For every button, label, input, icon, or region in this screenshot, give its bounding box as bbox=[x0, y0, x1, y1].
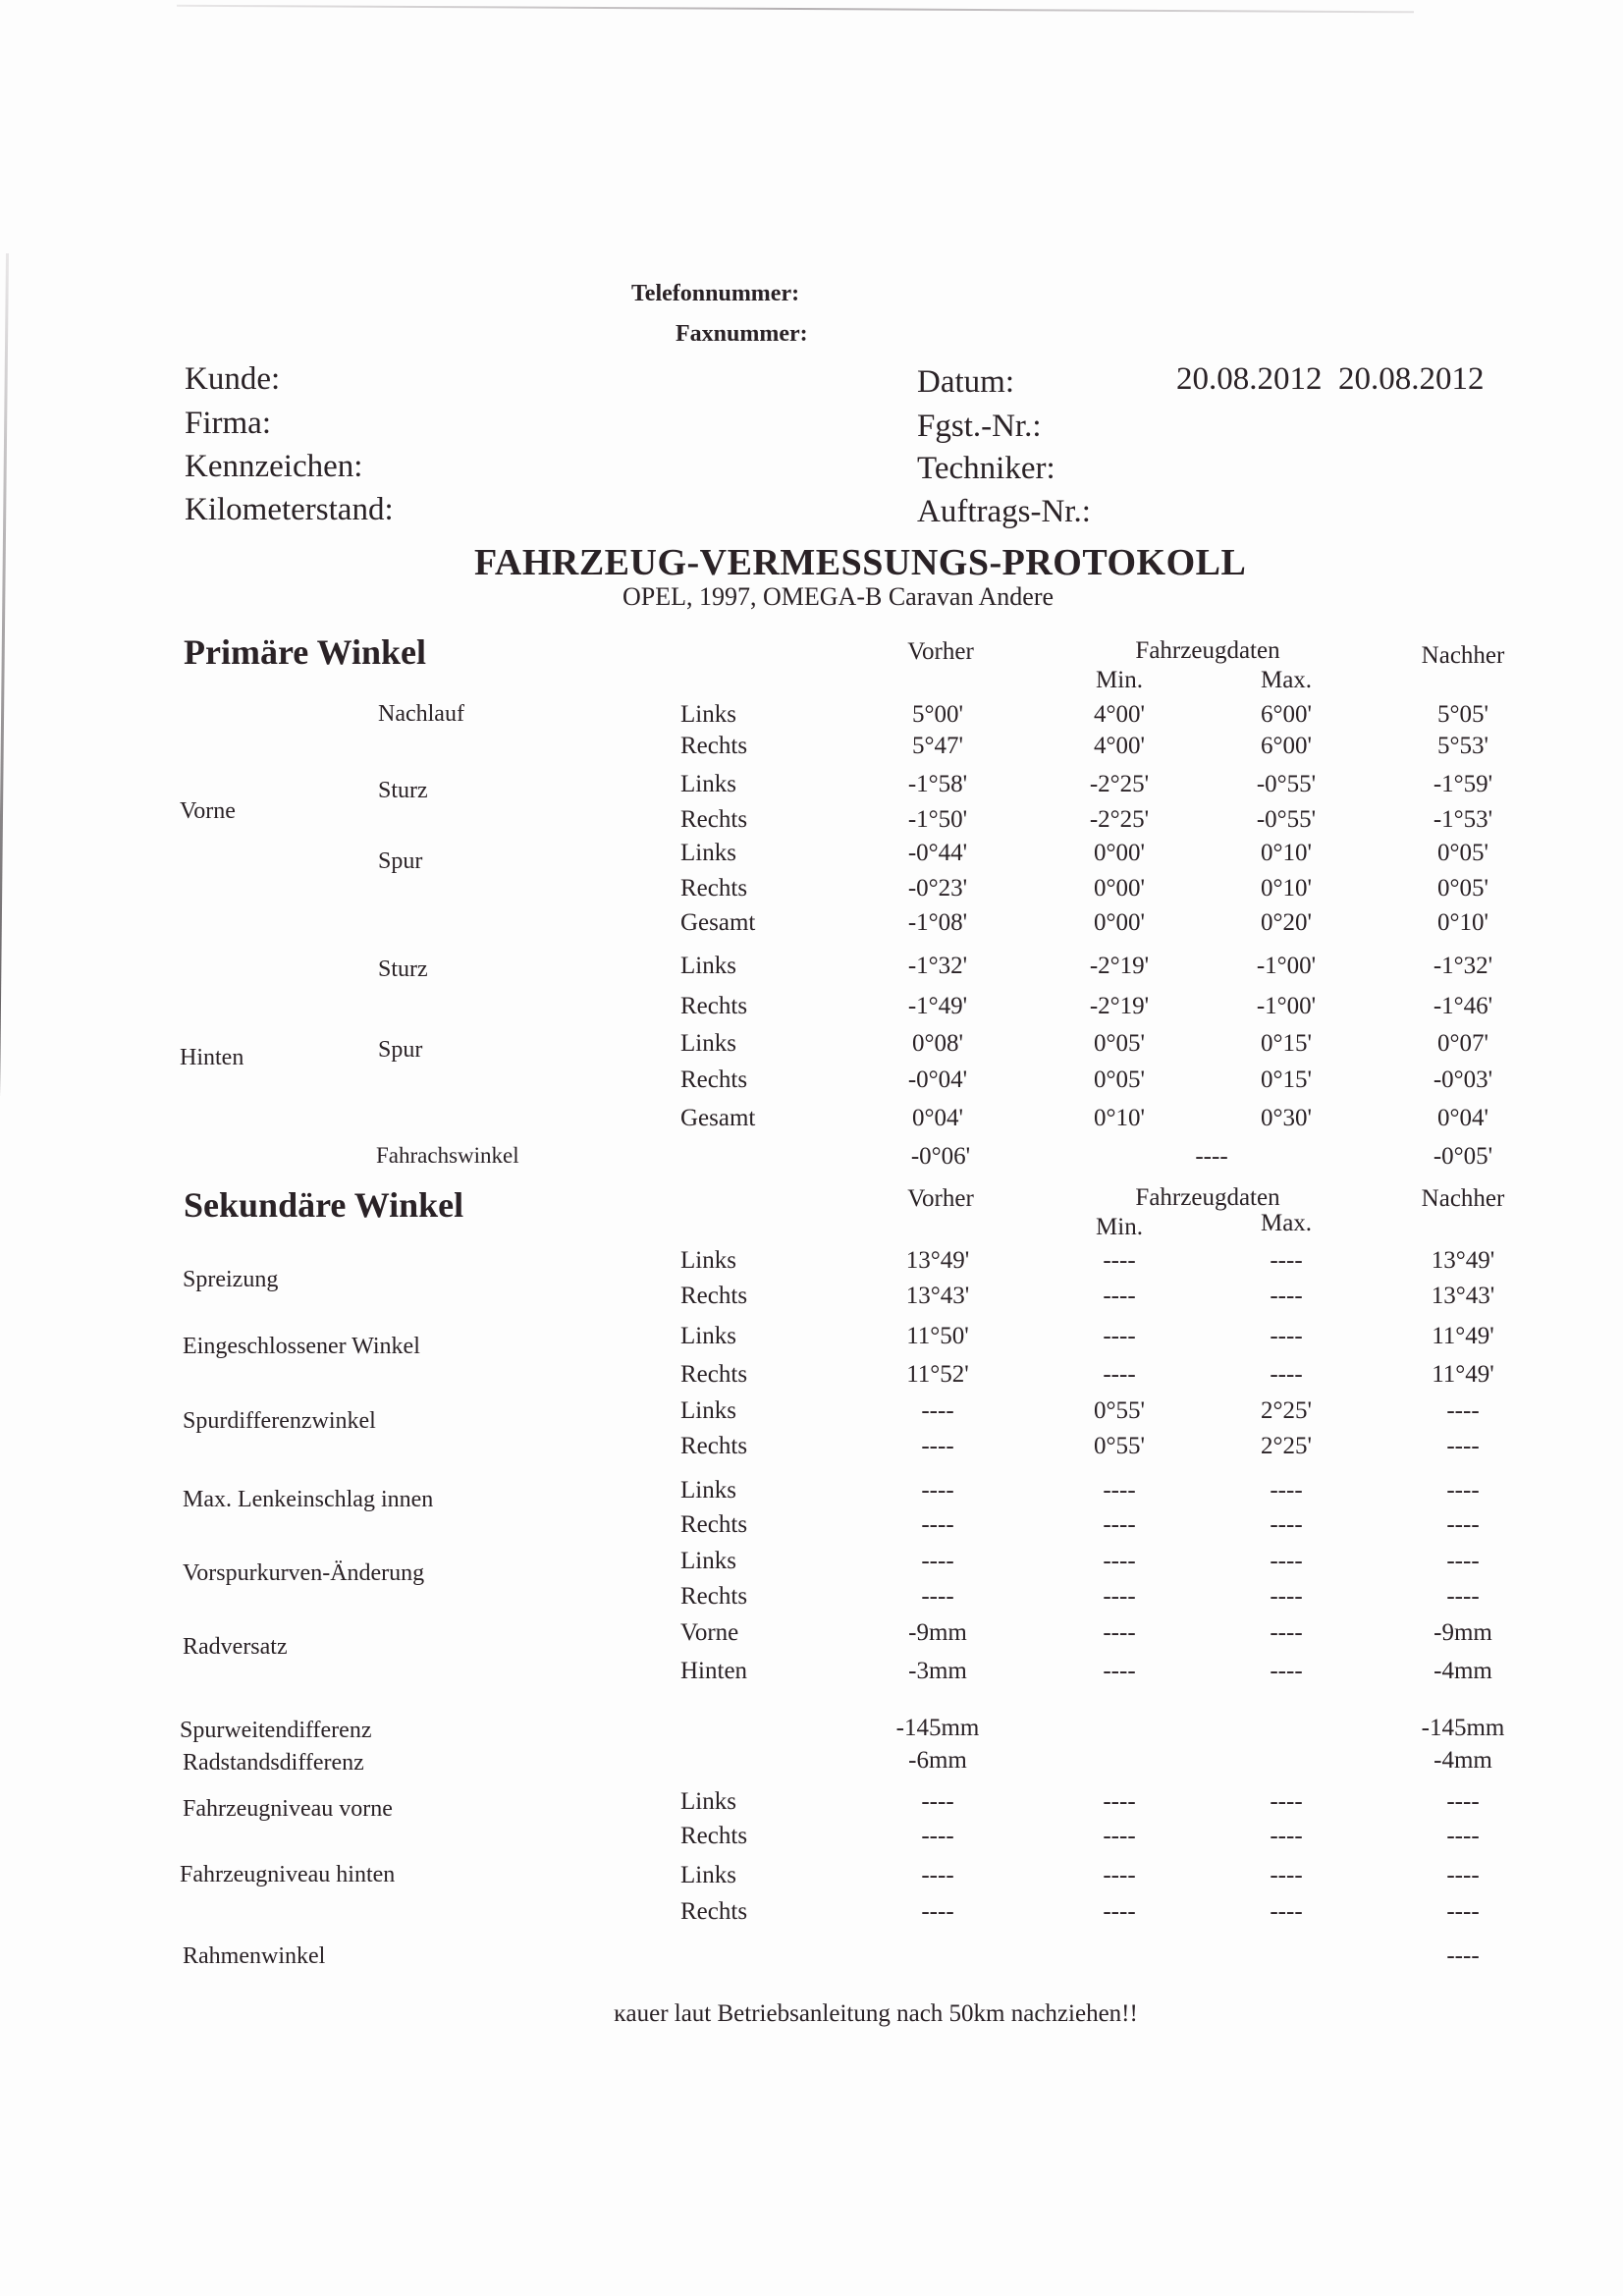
cell-min: ---- bbox=[1103, 1247, 1136, 1274]
cell-nachher: 11°49' bbox=[1432, 1361, 1494, 1388]
cell-min: ---- bbox=[1103, 1361, 1136, 1388]
cell-vorher: 13°49' bbox=[905, 1247, 970, 1274]
auftrag-label: Auftrags-Nr.: bbox=[917, 494, 1091, 529]
cell-nachher: -1°32' bbox=[1433, 953, 1493, 979]
param-spurweitendifferenz: Spurweitendifferenz bbox=[180, 1718, 372, 1743]
row-side: Rechts bbox=[680, 1823, 748, 1849]
col-vorher: Vorher bbox=[907, 638, 974, 665]
cell-min: ---- bbox=[1103, 1619, 1136, 1646]
kilometerstand-label: Kilometerstand: bbox=[185, 492, 394, 527]
datum-value: 20.08.2012 20.08.2012 bbox=[1176, 361, 1485, 397]
cell-max: 6°00' bbox=[1260, 701, 1313, 728]
cell-max: 2°25' bbox=[1260, 1397, 1313, 1424]
cell-max: 0°15' bbox=[1260, 1030, 1313, 1057]
cell-vorher: -0°23' bbox=[907, 875, 968, 902]
cell-max: ---- bbox=[1270, 1619, 1303, 1646]
col-min: Min. bbox=[1096, 667, 1143, 693]
row-side: Links bbox=[680, 771, 736, 797]
cell-vorher: 0°04' bbox=[911, 1105, 964, 1131]
cell-min: ---- bbox=[1103, 1898, 1136, 1925]
cell-vorher: ---- bbox=[921, 1823, 954, 1849]
cell-vorher: 11°52' bbox=[906, 1361, 969, 1388]
row-side: Rechts bbox=[680, 1066, 748, 1093]
cell-vorher: 0°08' bbox=[911, 1030, 964, 1057]
cell-vorher: ---- bbox=[921, 1477, 954, 1503]
cell-vorher: -1°32' bbox=[907, 953, 968, 979]
cell-min: ---- bbox=[1103, 1788, 1136, 1815]
cell-vorher: -0°44' bbox=[907, 840, 968, 866]
cell-nachher: ---- bbox=[1446, 1898, 1480, 1925]
fax-label: Faxnummer: bbox=[676, 321, 808, 347]
cell-max: 6°00' bbox=[1260, 733, 1313, 759]
group-vorne: Vorne bbox=[180, 798, 236, 824]
row-side: Rechts bbox=[680, 1283, 748, 1309]
cell-vorher: ---- bbox=[921, 1862, 954, 1888]
cell-nachher: -9mm bbox=[1434, 1619, 1492, 1646]
cell-max: 2°25' bbox=[1260, 1433, 1313, 1459]
param-radversatz: Radversatz bbox=[183, 1634, 288, 1660]
cell-vorher: -0°04' bbox=[907, 1066, 968, 1093]
row-side: Rechts bbox=[680, 1511, 748, 1538]
row-side: Gesamt bbox=[680, 909, 756, 936]
cell-max: 0°15' bbox=[1260, 1066, 1313, 1093]
cell-min: ---- bbox=[1103, 1477, 1136, 1503]
cell-max: ---- bbox=[1270, 1548, 1303, 1574]
cell-min: ---- bbox=[1103, 1658, 1136, 1684]
cell-max: 0°10' bbox=[1260, 840, 1313, 866]
cell-vorher: ---- bbox=[921, 1433, 954, 1459]
cell-min: -2°25' bbox=[1089, 806, 1150, 833]
cell-max: -0°55' bbox=[1256, 771, 1317, 797]
cell-min: 0°00' bbox=[1093, 840, 1146, 866]
col-min-2: Min. bbox=[1096, 1214, 1143, 1240]
spurweitendifferenz-nachher: -145mm bbox=[1421, 1715, 1505, 1741]
row-side: Vorne bbox=[680, 1619, 739, 1646]
cell-min: ---- bbox=[1103, 1283, 1136, 1309]
row-side: Links bbox=[680, 953, 736, 979]
cell-min: 0°00' bbox=[1093, 909, 1146, 936]
cell-vorher: -1°49' bbox=[907, 993, 968, 1019]
radstandsdifferenz-vorher: -6mm bbox=[908, 1747, 967, 1774]
cell-max: ---- bbox=[1270, 1658, 1303, 1684]
row-side: Rechts bbox=[680, 875, 748, 902]
cell-vorher: 5°00' bbox=[911, 701, 964, 728]
cell-min: 4°00' bbox=[1093, 733, 1146, 759]
cell-nachher: 0°05' bbox=[1436, 840, 1489, 866]
cell-vorher: ---- bbox=[921, 1898, 954, 1925]
row-side: Links bbox=[680, 1397, 736, 1424]
col-nachher-2: Nachher bbox=[1421, 1185, 1505, 1212]
cell-nachher: 11°49' bbox=[1432, 1323, 1494, 1349]
cell-max: ---- bbox=[1270, 1283, 1303, 1309]
row-side: Links bbox=[680, 701, 736, 728]
row-side: Links bbox=[680, 1477, 736, 1503]
param-niveau-vorne: Fahrzeugniveau vorne bbox=[183, 1796, 393, 1822]
cell-vorher: -1°08' bbox=[907, 909, 968, 936]
param-vorspurkurven: Vorspurkurven-Änderung bbox=[183, 1560, 425, 1586]
cell-vorher: ---- bbox=[921, 1788, 954, 1815]
cell-nachher: -0°03' bbox=[1433, 1066, 1493, 1093]
param-fahrachswinkel: Fahrachswinkel bbox=[376, 1143, 519, 1168]
cell-min: -2°25' bbox=[1089, 771, 1150, 797]
cell-max: ---- bbox=[1270, 1323, 1303, 1349]
col-max-2: Max. bbox=[1260, 1210, 1313, 1236]
cell-min: ---- bbox=[1103, 1323, 1136, 1349]
cell-min: ---- bbox=[1103, 1583, 1136, 1610]
cell-min: 0°00' bbox=[1093, 875, 1146, 902]
row-side: Links bbox=[680, 1862, 736, 1888]
cell-nachher: ---- bbox=[1446, 1583, 1480, 1610]
cell-nachher: 0°07' bbox=[1436, 1030, 1489, 1057]
kennzeichen-label: Kennzeichen: bbox=[185, 449, 363, 484]
param-spur-vorne: Spur bbox=[378, 848, 423, 874]
cell-max: ---- bbox=[1270, 1247, 1303, 1274]
cell-vorher: 11°50' bbox=[906, 1323, 969, 1349]
firma-label: Firma: bbox=[185, 406, 271, 441]
col-fahrzeugdaten-2: Fahrzeugdaten bbox=[1135, 1184, 1280, 1211]
cell-max: -1°00' bbox=[1256, 993, 1317, 1019]
row-side: Rechts bbox=[680, 1361, 748, 1388]
cell-nachher: ---- bbox=[1446, 1862, 1480, 1888]
cell-max: ---- bbox=[1270, 1788, 1303, 1815]
cell-nachher: 13°49' bbox=[1431, 1247, 1495, 1274]
cell-min: ---- bbox=[1103, 1511, 1136, 1538]
col-fahrzeugdaten: Fahrzeugdaten bbox=[1135, 637, 1280, 664]
techniker-label: Techniker: bbox=[917, 451, 1055, 486]
row-side: Rechts bbox=[680, 1433, 748, 1459]
row-side: Rechts bbox=[680, 806, 748, 833]
param-eingeschlossener-winkel: Eingeschlossener Winkel bbox=[183, 1334, 420, 1359]
row-side: Gesamt bbox=[680, 1105, 756, 1131]
radstandsdifferenz-nachher: -4mm bbox=[1434, 1747, 1492, 1774]
scan-edge-top bbox=[177, 5, 1414, 14]
fahrachswinkel-nachher: -0°05' bbox=[1433, 1143, 1493, 1170]
document-title: FAHRZEUG-VERMESSUNGS-PROTOKOLL bbox=[474, 542, 1247, 583]
cell-vorher: -3mm bbox=[908, 1658, 967, 1684]
cell-min: 4°00' bbox=[1093, 701, 1146, 728]
row-side: Hinten bbox=[680, 1658, 748, 1684]
cell-max: ---- bbox=[1270, 1823, 1303, 1849]
cell-max: ---- bbox=[1270, 1511, 1303, 1538]
cell-vorher: 13°43' bbox=[905, 1283, 970, 1309]
row-side: Links bbox=[680, 1247, 736, 1274]
cell-vorher: ---- bbox=[921, 1583, 954, 1610]
cell-max: 0°10' bbox=[1260, 875, 1313, 902]
kunde-label: Kunde: bbox=[185, 361, 281, 397]
param-niveau-hinten: Fahrzeugniveau hinten bbox=[180, 1862, 396, 1887]
param-sturz-hinten: Sturz bbox=[378, 957, 428, 982]
cell-max: -1°00' bbox=[1256, 953, 1317, 979]
cell-nachher: -1°46' bbox=[1433, 993, 1493, 1019]
fgst-label: Fgst.-Nr.: bbox=[917, 409, 1042, 444]
cell-nachher: -1°53' bbox=[1433, 806, 1493, 833]
row-side: Rechts bbox=[680, 1898, 748, 1925]
cell-nachher: ---- bbox=[1446, 1511, 1480, 1538]
cell-nachher: 13°43' bbox=[1431, 1283, 1495, 1309]
cell-vorher: ---- bbox=[921, 1397, 954, 1424]
row-side: Links bbox=[680, 1548, 736, 1574]
cell-nachher: 5°53' bbox=[1436, 733, 1489, 759]
row-side: Links bbox=[680, 1323, 736, 1349]
group-hinten: Hinten bbox=[180, 1045, 244, 1070]
cell-min: 0°55' bbox=[1093, 1397, 1146, 1424]
cell-min: -2°19' bbox=[1089, 953, 1150, 979]
col-vorher-2: Vorher bbox=[907, 1185, 974, 1212]
cell-max: ---- bbox=[1270, 1898, 1303, 1925]
rahmenwinkel-nachher: ---- bbox=[1446, 1942, 1480, 1969]
cell-max: ---- bbox=[1270, 1477, 1303, 1503]
cell-nachher: ---- bbox=[1446, 1823, 1480, 1849]
cell-nachher: ---- bbox=[1446, 1788, 1480, 1815]
cell-min: ---- bbox=[1103, 1862, 1136, 1888]
cell-nachher: ---- bbox=[1446, 1477, 1480, 1503]
param-spurdifferenzwinkel: Spurdifferenzwinkel bbox=[183, 1408, 376, 1434]
param-radstandsdifferenz: Radstandsdifferenz bbox=[183, 1750, 364, 1776]
cell-max: ---- bbox=[1270, 1583, 1303, 1610]
footer-note: ĸauer laut Betriebsanleitung nach 50km nachziehen!! bbox=[614, 2000, 1138, 2027]
param-spreizung: Spreizung bbox=[183, 1267, 279, 1292]
cell-max: ---- bbox=[1270, 1862, 1303, 1888]
cell-min: 0°05' bbox=[1093, 1066, 1146, 1093]
param-rahmenwinkel: Rahmenwinkel bbox=[183, 1943, 326, 1969]
cell-max: 0°30' bbox=[1260, 1105, 1313, 1131]
cell-vorher: -9mm bbox=[908, 1619, 967, 1646]
cell-vorher: -1°58' bbox=[907, 771, 968, 797]
cell-vorher: 5°47' bbox=[911, 733, 964, 759]
cell-nachher: ---- bbox=[1446, 1548, 1480, 1574]
cell-nachher: -1°59' bbox=[1433, 771, 1493, 797]
spurweitendifferenz-vorher: -145mm bbox=[895, 1715, 980, 1741]
col-max: Max. bbox=[1260, 667, 1313, 693]
param-nachlauf: Nachlauf bbox=[378, 701, 464, 727]
param-sturz-vorne: Sturz bbox=[378, 778, 428, 803]
param-lenkeinschlag: Max. Lenkeinschlag innen bbox=[183, 1487, 434, 1512]
cell-min: -2°19' bbox=[1089, 993, 1150, 1019]
fahrachswinkel-range: ---- bbox=[1195, 1143, 1228, 1170]
row-side: Links bbox=[680, 1788, 736, 1815]
cell-vorher: -1°50' bbox=[907, 806, 968, 833]
cell-nachher: -4mm bbox=[1434, 1658, 1492, 1684]
cell-max: -0°55' bbox=[1256, 806, 1317, 833]
row-side: Rechts bbox=[680, 993, 748, 1019]
row-side: Links bbox=[680, 1030, 736, 1057]
primary-heading: Primäre Winkel bbox=[184, 632, 426, 672]
cell-nachher: 0°05' bbox=[1436, 875, 1489, 902]
cell-min: 0°05' bbox=[1093, 1030, 1146, 1057]
cell-max: 0°20' bbox=[1260, 909, 1313, 936]
cell-min: 0°10' bbox=[1093, 1105, 1146, 1131]
cell-nachher: 0°04' bbox=[1436, 1105, 1489, 1131]
row-side: Rechts bbox=[680, 1583, 748, 1610]
scan-edge-left bbox=[0, 253, 9, 1196]
cell-min: 0°55' bbox=[1093, 1433, 1146, 1459]
cell-nachher: ---- bbox=[1446, 1397, 1480, 1424]
cell-nachher: ---- bbox=[1446, 1433, 1480, 1459]
col-nachher: Nachher bbox=[1421, 642, 1505, 669]
cell-min: ---- bbox=[1103, 1823, 1136, 1849]
row-side: Links bbox=[680, 840, 736, 866]
datum-label: Datum: bbox=[917, 364, 1014, 400]
param-spur-hinten: Spur bbox=[378, 1037, 423, 1063]
fahrachswinkel-vorher: -0°06' bbox=[910, 1143, 971, 1170]
cell-vorher: ---- bbox=[921, 1548, 954, 1574]
row-side: Rechts bbox=[680, 733, 748, 759]
cell-nachher: 5°05' bbox=[1436, 701, 1489, 728]
telefon-label: Telefonnummer: bbox=[631, 281, 800, 306]
cell-nachher: 0°10' bbox=[1436, 909, 1489, 936]
cell-vorher: ---- bbox=[921, 1511, 954, 1538]
cell-max: ---- bbox=[1270, 1361, 1303, 1388]
secondary-heading: Sekundäre Winkel bbox=[184, 1185, 464, 1225]
cell-min: ---- bbox=[1103, 1548, 1136, 1574]
vehicle-subtitle: OPEL, 1997, OMEGA-B Caravan Andere bbox=[622, 582, 1055, 611]
